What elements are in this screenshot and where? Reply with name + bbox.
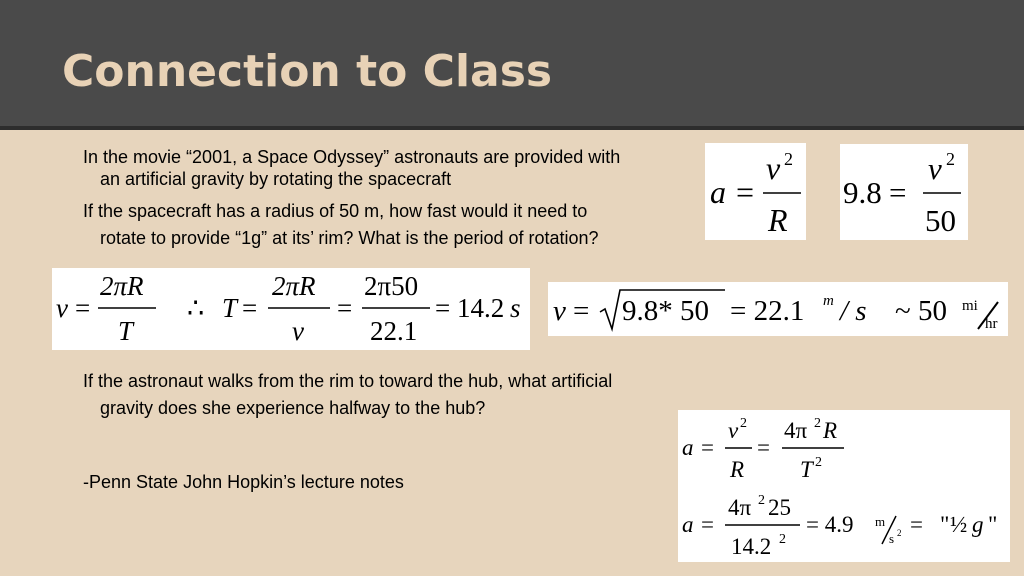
eq-exponent: 2 <box>814 416 821 431</box>
hub-question-line-1: If the astronaut walks from the rim to toward the hub, what artificial <box>83 371 613 391</box>
eq-numerator-2piR: 2πR <box>100 271 144 301</box>
eq-exponent: 2 <box>784 149 793 169</box>
one-half: ½ <box>950 512 968 537</box>
eq-result-4-9: = 4.9 <box>806 512 854 537</box>
eq-symbol-v: v <box>56 293 68 323</box>
title-divider <box>0 126 1024 130</box>
eq-result-22-1: = 22.1 <box>730 295 805 327</box>
centripetal-equation <box>705 143 806 240</box>
unit-per-s: / s <box>840 295 867 327</box>
eq-denominator-50: 50 <box>925 203 956 238</box>
eq-symbol-a: a <box>710 174 726 210</box>
eq-numerator-R: R <box>823 418 838 443</box>
eq-symbol-equals: = <box>736 174 755 210</box>
eq-symbol-equals: = <box>75 293 91 323</box>
unit-mi: mi <box>962 298 978 314</box>
quote-close: " <box>988 512 998 537</box>
credit-text: -Penn State John Hopkin’s lecture notes <box>83 472 404 492</box>
eq-numerator-v: v <box>728 418 739 443</box>
eq-symbol-equals: = <box>701 435 714 460</box>
eq-symbol-equals: = <box>573 295 590 327</box>
eq-denominator-R: R <box>768 202 788 238</box>
eq-denominator-T: T <box>800 457 813 482</box>
hub-question-line-2: gravity does she experience halfway to the hub? <box>100 398 486 418</box>
eq-numerator-v: v <box>928 151 942 186</box>
question-line-1: If the spacecraft has a radius of 50 m, how fast would it need to <box>83 201 588 221</box>
eq-unit-s: s <box>510 293 521 323</box>
eq-numerator-4pi: 4π <box>784 418 808 443</box>
substituted-equation <box>840 144 968 240</box>
eq-denominator-22-1: 22.1 <box>370 316 418 346</box>
eq-exponent: 2 <box>815 455 822 470</box>
question-line-2: rotate to provide “1g” at its’ rim? What is the period of rotation? <box>100 228 599 248</box>
eq-denominator-R: R <box>730 457 745 482</box>
unit-s: s <box>889 531 895 546</box>
eq-exponent: 2 <box>897 528 902 538</box>
halfway-gravity-equation <box>678 410 1010 562</box>
intro-line-1: In the movie “2001, a Space Odyssey” astronauts are provided with <box>83 147 621 167</box>
eq-radicand: 9.8* 50 <box>622 295 709 327</box>
intro-paragraph <box>83 146 620 190</box>
slide-title: Connection to Class <box>62 46 553 97</box>
unit-m: m <box>875 514 886 529</box>
eq-denominator-v: v <box>292 316 304 346</box>
eq-symbol-equals: = <box>910 512 923 537</box>
eq-value-9-8: 9.8 <box>843 175 882 210</box>
eq-symbol-equals: = <box>242 293 258 323</box>
eq-symbol-equals: = <box>701 512 714 537</box>
eq-symbol-a: a <box>682 512 694 537</box>
eq-approx-50: ~ 50 <box>895 295 947 327</box>
question-paragraph <box>83 198 599 252</box>
eq-symbol-equals: = <box>337 293 353 323</box>
eq-exponent: 2 <box>758 493 765 508</box>
eq-symbol-equals: = <box>435 293 451 323</box>
period-equation <box>52 268 530 350</box>
speed-equation <box>548 282 1008 336</box>
eq-numerator-2piR: 2πR <box>272 271 316 301</box>
intro-line-2: an artificial gravity by rotating the spacecraft <box>100 169 452 189</box>
eq-numerator-2pi50: 2π50 <box>364 271 419 301</box>
eq-symbol-a: a <box>682 435 694 460</box>
eq-numerator-25: 25 <box>768 495 791 520</box>
therefore-symbol: ∴ <box>187 293 205 323</box>
eq-symbol-g: g <box>972 512 984 537</box>
eq-exponent: 2 <box>740 416 747 431</box>
eq-symbol-equals: = <box>757 435 770 460</box>
eq-symbol-v: v <box>553 295 566 327</box>
eq-symbol-equals: = <box>889 175 907 210</box>
eq-result-14-2: 14.2 <box>457 293 505 323</box>
eq-denominator-T: T <box>118 316 134 346</box>
quote-open: " <box>940 512 950 537</box>
eq-numerator-v: v <box>766 150 781 186</box>
eq-denominator-14-2: 14.2 <box>731 534 772 559</box>
eq-symbol-T: T <box>222 293 238 323</box>
unit-m: m <box>823 293 834 309</box>
eq-numerator-4pi: 4π <box>728 495 752 520</box>
unit-hr: hr <box>985 316 998 332</box>
hub-question-paragraph <box>83 368 612 422</box>
eq-exponent: 2 <box>946 149 955 169</box>
eq-exponent: 2 <box>779 532 786 547</box>
